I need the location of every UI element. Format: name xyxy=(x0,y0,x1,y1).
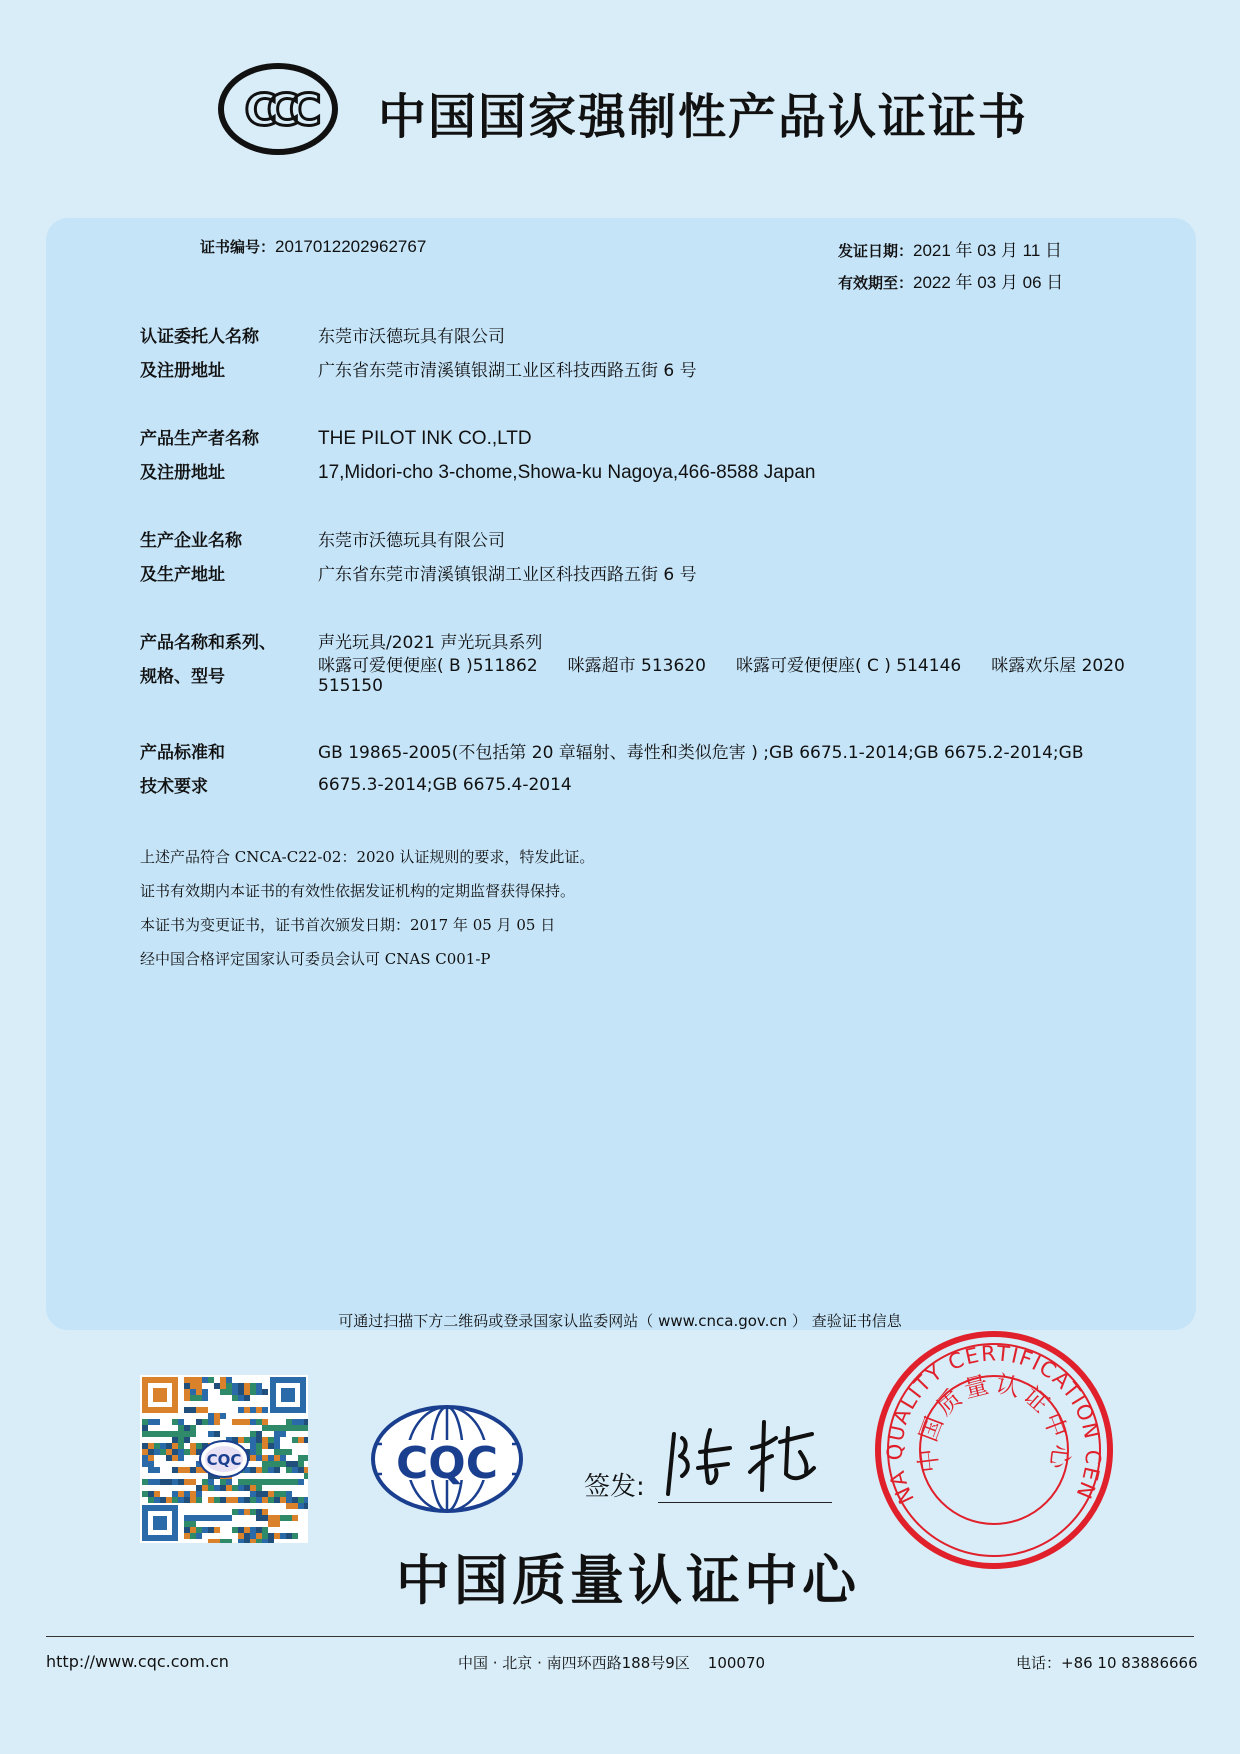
expiry-date-value: 2022 年 03 月 06 日 xyxy=(913,273,1064,292)
statement-1: 上述产品符合 CNCA-C22-02：2020 认证规则的要求，特发此证。 xyxy=(140,848,595,866)
cqc-logo-text: CQC xyxy=(396,1438,498,1489)
svg-text:CCC: CCC xyxy=(244,85,312,136)
issuing-organization: 中国质量认证中心 xyxy=(396,1549,860,1612)
address-text: 中国 · 北京 · 南四环西路188号9区 xyxy=(458,1654,690,1672)
applicant-name: 东莞市沃德玩具有限公司 xyxy=(318,327,505,347)
manufacturer-label: 产品生产者名称 xyxy=(140,429,259,449)
sign-label: 签发: xyxy=(584,1472,645,1502)
factory-name: 东莞市沃德玩具有限公司 xyxy=(318,531,505,551)
product-models xyxy=(318,656,1125,676)
applicant-label: 认证委托人名称 xyxy=(140,327,259,347)
issue-date-value: 2021 年 03 月 11 日 xyxy=(913,241,1063,260)
expiry-date-label: 有效期至： xyxy=(838,274,914,292)
svg-text:CHINA QUALITY CERTIFICATION CE: NA QUALITY CERTIFICATION CEN xyxy=(882,1341,1106,1508)
factory-label: 生产企业名称 xyxy=(140,531,242,551)
standards-label-2: 技术要求 xyxy=(140,777,208,797)
model-item: 咪露超市 513620 xyxy=(567,656,706,676)
model-item: 咪露可爱便便座( C ) 514146 xyxy=(735,656,962,676)
certificate-number-value: 2017012202962767 xyxy=(275,237,427,256)
svg-text:中国质量认证中心: 中国质量认证中心 xyxy=(912,1369,1076,1475)
statement-4: 经中国合格评定国家认可委员会认可 CNAS C001-P xyxy=(140,950,491,968)
model-item: 咪露可爱便便座( B )511862 xyxy=(318,656,538,676)
product-name: 声光玩具/2021 声光玩具系列 xyxy=(318,633,543,653)
statement-3: 本证书为变更证书，证书首次颁发日期：2017 年 05 月 05 日 xyxy=(140,916,556,934)
certificate-title: 中国国家强制性产品认证证书 xyxy=(378,89,1029,145)
signature-line xyxy=(658,1502,832,1503)
official-seal xyxy=(874,1330,1114,1570)
model-item: 咪露欢乐屋 2020 xyxy=(991,656,1125,676)
website-link[interactable]: http://www.cqc.com.cn xyxy=(46,1652,229,1671)
signature xyxy=(654,1412,834,1502)
statement-2: 证书有效期内本证书的有效性依据发证机构的定期监督获得保持。 xyxy=(140,882,576,900)
standards-label: 产品标准和 xyxy=(140,743,225,763)
qr-code[interactable] xyxy=(140,1375,308,1543)
factory-address-label: 及生产地址 xyxy=(140,565,225,585)
standards-text: GB 19865-2005(不包括第 20 章辐射、毒性和类似危害 ) ;GB 6675.1-2014;GB 6675.2-2014;GB 6675.3-2014;GB 6675.4-2014 xyxy=(318,743,1084,795)
manufacturer-address-label: 及注册地址 xyxy=(140,463,225,483)
qr-center-logo: CQC xyxy=(206,1451,242,1469)
manufacturer-name: THE PILOT INK CO.,LTD xyxy=(318,428,532,449)
factory-address: 广东省东莞市清溪镇银湖工业区科技西路五街 6 号 xyxy=(318,565,697,585)
postal-code: 100070 xyxy=(707,1654,766,1672)
footer-divider xyxy=(46,1636,1194,1637)
certificate-number xyxy=(200,236,426,257)
verification-note: 可通过扫描下方二维码或登录国家认监委网站（ www.cnca.gov.cn ） 查验证书信息 xyxy=(338,1312,902,1330)
footer-phone: 电话：+86 10 83886666 xyxy=(1016,1654,1198,1672)
ccc-logo xyxy=(218,62,338,156)
expiry-date xyxy=(838,268,1063,293)
product-label: 产品名称和系列、 xyxy=(140,633,276,653)
footer-address xyxy=(458,1652,765,1673)
manufacturer-address: 17,Midori-cho 3-chome,Showa-ku Nagoya,466-8588 Japan xyxy=(318,462,816,483)
issue-date-label: 发证日期： xyxy=(838,242,914,260)
certificate-number-label: 证书编号： xyxy=(200,238,276,256)
product-model-label: 规格、型号 xyxy=(140,667,225,687)
cqc-logo xyxy=(370,1404,524,1514)
applicant-address: 广东省东莞市清溪镇银湖工业区科技西路五街 6 号 xyxy=(318,361,697,381)
applicant-address-label: 及注册地址 xyxy=(140,361,225,381)
issue-date xyxy=(838,236,1062,261)
product-models-cont: 515150 xyxy=(318,676,383,696)
